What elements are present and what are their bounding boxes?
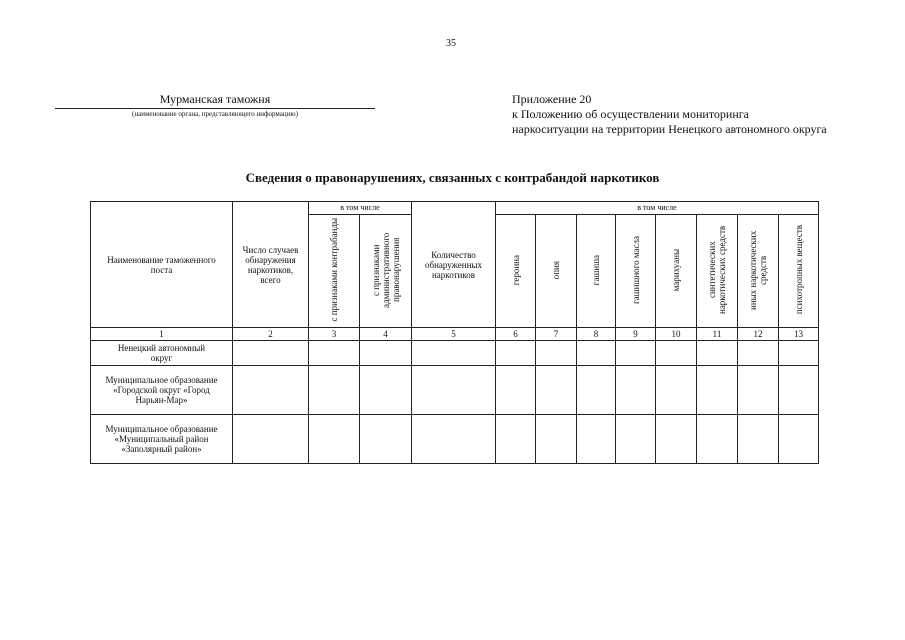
column-number: 10 xyxy=(656,328,697,341)
table-cell[interactable] xyxy=(309,415,360,464)
header-drug-hashish: гашиша xyxy=(577,215,616,328)
table-cell[interactable] xyxy=(616,366,656,415)
column-number: 11 xyxy=(697,328,738,341)
table-cell[interactable] xyxy=(779,341,819,366)
table-cell[interactable] xyxy=(536,415,577,464)
column-number: 12 xyxy=(738,328,779,341)
header-administrative: с признаками административного правонарушения xyxy=(360,215,412,328)
page-number: 35 xyxy=(446,38,456,49)
document-title: Сведения о правонарушениях, связанных с контрабандой наркотиков xyxy=(245,170,660,185)
organization-block xyxy=(55,92,375,118)
appendix-line-1: Приложение 20 xyxy=(512,92,592,106)
column-number: 2 xyxy=(233,328,309,341)
table-cell[interactable] xyxy=(412,415,496,464)
column-number: 13 xyxy=(779,328,819,341)
appendix-line-2: к Положению об осуществлении мониторинга xyxy=(512,107,750,121)
table-cell[interactable] xyxy=(656,366,697,415)
table-cell[interactable] xyxy=(616,341,656,366)
header-drug-marijuana: марихуаны xyxy=(656,215,697,328)
table-cell[interactable] xyxy=(779,415,819,464)
organization-name: Мурманская таможня xyxy=(55,92,375,109)
column-number: 6 xyxy=(496,328,536,341)
table-cell[interactable] xyxy=(496,415,536,464)
table-cell[interactable] xyxy=(536,366,577,415)
table-cell[interactable] xyxy=(360,366,412,415)
column-number: 9 xyxy=(616,328,656,341)
column-number: 4 xyxy=(360,328,412,341)
header-drug-other: иных наркотических средств xyxy=(738,215,779,328)
table-cell[interactable] xyxy=(360,415,412,464)
table-row xyxy=(91,366,819,415)
table-cell[interactable] xyxy=(233,341,309,366)
table-row xyxy=(91,341,819,366)
row-label-naryan-mar: Муниципальное образование «Городской округ «Город Нарьян-Мар» xyxy=(91,366,233,415)
table-cell[interactable] xyxy=(233,415,309,464)
table-cell[interactable] xyxy=(697,415,738,464)
table-cell[interactable] xyxy=(496,366,536,415)
row-label-zapolyarny: Муниципальное образование «Муниципальный район «Заполярный район» xyxy=(91,415,233,464)
table-cell[interactable] xyxy=(309,366,360,415)
offenses-table xyxy=(90,201,819,464)
header-drug-hash-oil: гашишного масла xyxy=(616,215,656,328)
table-row xyxy=(91,415,819,464)
row-label-nenets-okrug: Ненецкий автономный округ xyxy=(91,341,233,366)
table-cell[interactable] xyxy=(577,415,616,464)
table-cell[interactable] xyxy=(536,341,577,366)
table-cell[interactable] xyxy=(738,366,779,415)
header-group-including-1: в том числе xyxy=(309,202,412,215)
header-group-including-2: в том числе xyxy=(496,202,819,215)
header-post-name: Наименование таможенного поста xyxy=(91,202,233,328)
table-cell[interactable] xyxy=(496,341,536,366)
table-cell[interactable] xyxy=(779,366,819,415)
column-number: 3 xyxy=(309,328,360,341)
appendix-block xyxy=(512,92,827,137)
table-cell[interactable] xyxy=(233,366,309,415)
table-cell[interactable] xyxy=(697,341,738,366)
organization-caption: (наименование органа, представляющего информацию) xyxy=(132,110,298,118)
table-cell[interactable] xyxy=(738,341,779,366)
table-cell[interactable] xyxy=(656,341,697,366)
header-drug-opium: опия xyxy=(536,215,577,328)
column-number: 7 xyxy=(536,328,577,341)
header-drug-synthetic: синтетических наркотических средств xyxy=(697,215,738,328)
table-cell[interactable] xyxy=(577,341,616,366)
column-number-row xyxy=(91,328,819,341)
header-quantity: Количество обнаруженных наркотиков xyxy=(412,202,496,328)
appendix-line-3: наркоситуации на территории Ненецкого автономного округа xyxy=(512,122,827,136)
table-cell[interactable] xyxy=(697,366,738,415)
table-cell[interactable] xyxy=(412,341,496,366)
table-cell[interactable] xyxy=(656,415,697,464)
table-cell[interactable] xyxy=(738,415,779,464)
column-number: 8 xyxy=(577,328,616,341)
table-cell[interactable] xyxy=(412,366,496,415)
table-cell[interactable] xyxy=(577,366,616,415)
table-cell[interactable] xyxy=(309,341,360,366)
header-contraband: с признаками контрабанды xyxy=(309,215,360,328)
column-number: 1 xyxy=(91,328,233,341)
header-total-cases: Число случаев обнаружения наркотиков, всего xyxy=(233,202,309,328)
header-drug-heroin: героина xyxy=(496,215,536,328)
column-number: 5 xyxy=(412,328,496,341)
header-drug-psychotropic: психотропных веществ xyxy=(779,215,819,328)
table-cell[interactable] xyxy=(616,415,656,464)
table-cell[interactable] xyxy=(360,341,412,366)
